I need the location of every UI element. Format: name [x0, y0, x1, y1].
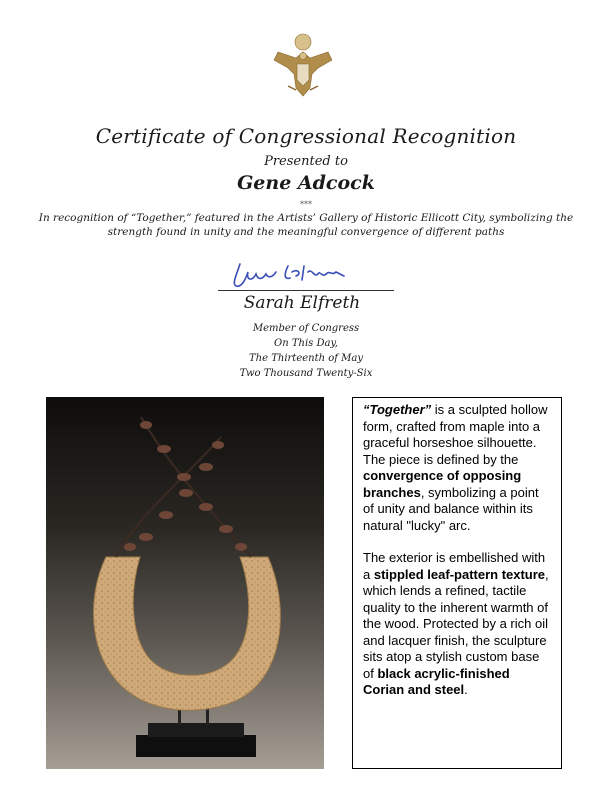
member-office: Member of Congress [252, 323, 360, 334]
eagle-seal-icon [266, 30, 340, 104]
recognition-text: In recognition of “Together,” featured in the Artists’ Gallery of Historic Ellicott City, symbolizing the strength found in unity and the meaningful convergence of different paths [38, 212, 574, 238]
signature-line [218, 290, 394, 291]
recipient-name: Gene Adcock [237, 172, 375, 194]
description-paragraph-2: The exterior is embellished with a stippled leaf-pattern texture, which lends a refined, tactile quality to the inherent warmth of the wood. Protected by a rich oil and lacquer finish, the sculpture sits atop a stylish custom base of black acrylic-finished Corian and steel. [363, 550, 549, 697]
date-line-3: Two Thousand Twenty-Six [239, 368, 373, 379]
signature [222, 258, 362, 292]
date-line-2: The Thirteenth of May [249, 353, 363, 364]
presented-to: Presented to [264, 154, 348, 169]
artwork-title: “Together” [363, 402, 432, 417]
sculpture-illustration [46, 397, 324, 769]
member-name: Sarah Elfreth [243, 293, 361, 313]
sculpture-description [352, 397, 562, 769]
date-line-1: On This Day, [274, 338, 338, 349]
certificate-title: Certificate of Congressional Recognition [95, 124, 517, 148]
description-paragraph-1: “Together” is a sculpted hollow form, crafted from maple into a graceful horseshoe silhouette. The piece is defined by the convergence of opposing branches, symbolizing a point of unity and balance within its natural "lucky" arc. [363, 402, 548, 533]
certificate [0, 0, 612, 392]
sculpture-photo [46, 397, 324, 769]
separator: *** [300, 200, 312, 209]
